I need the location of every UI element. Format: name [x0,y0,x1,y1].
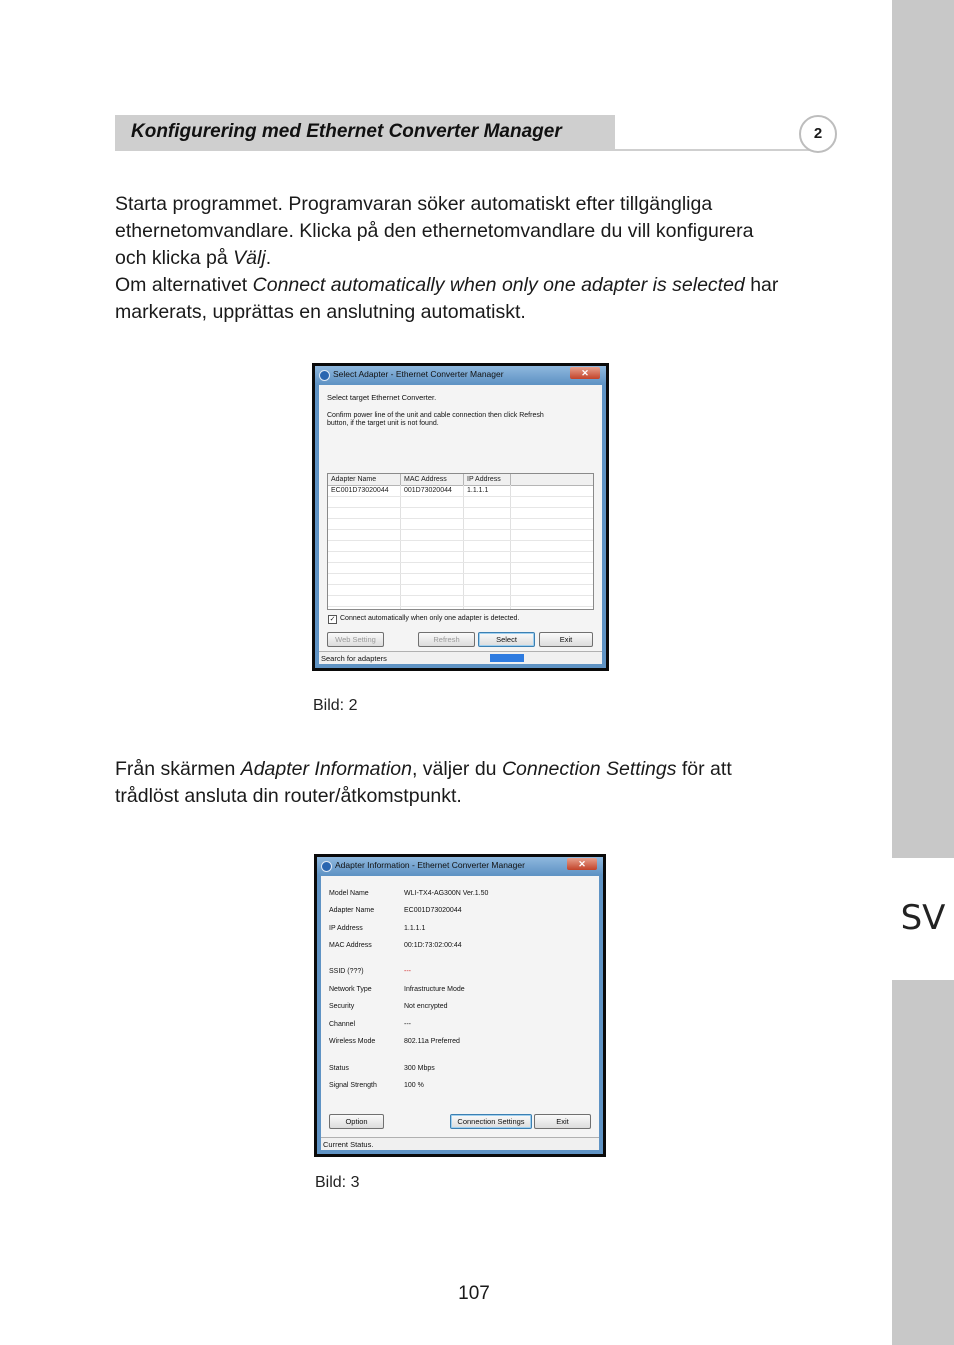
para1-line3-emphasis: Välj [233,247,266,269]
column-mac-address[interactable]: MAC Address [401,474,464,485]
network-type-label: Network Type [329,986,372,993]
adapter-information-screenshot [314,854,606,1157]
ip-address-value: 1.1.1.1 [404,925,426,932]
para1-line2: ethernetomvandlare. Klicka på den ethernetomvandlare du vill konfigurera [115,220,754,242]
security-value: Not encrypted [404,1003,448,1010]
ssid-value: --- [404,968,411,975]
figure-2-caption: Bild: 2 [313,697,358,714]
wireless-mode-value: 802.11a Preferred [404,1038,460,1045]
mac-address-value: 00:1D:73:02:00:44 [404,942,462,949]
column-adapter-name[interactable]: Adapter Name [328,474,401,485]
para1-line1: Starta programmet. Programvaran söker automatiskt efter tillgängliga [115,193,713,215]
app-icon [321,861,332,872]
close-icon[interactable]: ✕ [570,367,600,379]
window-title: Select Adapter - Ethernet Converter Manager [333,369,504,379]
window-title: Adapter Information - Ethernet Converter Manager [335,860,525,870]
select-adapter-window [315,366,606,668]
section-header-rule [615,149,815,151]
exit-button[interactable]: Exit [539,632,593,647]
security-label: Security [329,1003,355,1010]
status-text: Search for adapters [321,654,387,663]
second-paragraph [115,756,835,810]
close-icon[interactable]: ✕ [567,858,597,870]
connection-settings-button[interactable]: Connection Settings [450,1114,532,1129]
status-bar [321,1137,599,1150]
para1-line3-end: . [265,247,272,269]
wireless-mode-label: Wireless Mode [329,1038,376,1045]
exit-button[interactable]: Exit [534,1114,591,1129]
signal-strength-label: Signal Strength [329,1082,377,1089]
para1-line3-text: och klicka på [115,247,234,269]
window-titlebar [317,857,603,875]
cell-ip-address: 1.1.1.1 [467,487,489,494]
adapter-name-label: Adapter Name [329,907,375,914]
web-setting-button[interactable]: Web Setting [327,632,384,647]
option-button[interactable]: Option [329,1114,384,1129]
para2-adapter-info-emphasis: Adapter Information [240,758,412,780]
model-name-value: WLI-TX4-AG300N Ver.1.50 [404,890,489,897]
status-label: Status [329,1065,349,1072]
para1-line4-emphasis: Connect automatically when only one adapter is selected [252,274,745,296]
refresh-button[interactable]: Refresh [418,632,475,647]
chapter-number-badge: 2 [799,115,837,153]
instruction-heading: Select target Ethernet Converter. [327,393,437,402]
ssid-label: SSID (???) [329,968,364,975]
section-title: Konfigurering med Ethernet Converter Manager [131,121,562,142]
adapter-information-window [317,857,603,1154]
ip-address-label: IP Address [329,925,363,932]
instruction-line-1: Confirm power line of the unit and cable connection then click Refresh [327,412,544,419]
channel-label: Channel [329,1021,356,1028]
status-bar [319,651,602,664]
auto-connect-checkbox[interactable]: ✓ [329,616,336,623]
para2-connection-settings-emphasis: Connection Settings [501,758,677,780]
signal-strength-value: 100 % [404,1082,424,1089]
adapter-list[interactable] [327,473,594,610]
window-titlebar [315,366,606,384]
side-tab-upper [892,0,954,858]
app-icon [319,370,330,381]
status-text: Current Status. [323,1140,374,1149]
auto-connect-label[interactable]: Connect automatically when only one adapter is detected. [340,615,520,622]
page-number: 107 [458,1283,490,1304]
para1-line4-end: har [744,274,779,296]
status-value: 300 Mbps [404,1065,435,1072]
para2-line2: trådlöst ansluta din router/åtkomstpunkt. [115,785,462,807]
para2-line1-end: för att [676,758,732,780]
para2-line1-text: Från skärmen [115,758,241,780]
network-type-value: Infrastructure Mode [404,986,465,993]
adapter-name-value: EC001D73020044 [404,907,462,914]
select-button[interactable]: Select [478,632,535,647]
select-adapter-screenshot [312,363,609,671]
dialog-body [321,876,599,1150]
intro-paragraph [115,191,835,326]
cell-adapter-name: EC001D73020044 [331,487,389,494]
language-tab-label: SV [900,898,946,938]
channel-value: --- [404,1021,411,1028]
search-progress-indicator [490,654,524,662]
para2-line1-mid: , väljer du [411,758,502,780]
column-ip-address[interactable]: IP Address [464,474,511,485]
instruction-line-2: button, if the target unit is not found. [327,420,439,427]
cell-mac-address: 001D73020044 [404,487,452,494]
empty-row [328,595,593,607]
figure-3-caption: Bild: 3 [315,1174,360,1191]
para1-line4-text: Om alternativet [115,274,253,296]
mac-address-label: MAC Address [329,942,372,949]
para1-line5: markerats, upprättas en anslutning automatiskt. [115,301,526,323]
dialog-body [319,385,602,664]
model-name-label: Model Name [329,890,369,897]
